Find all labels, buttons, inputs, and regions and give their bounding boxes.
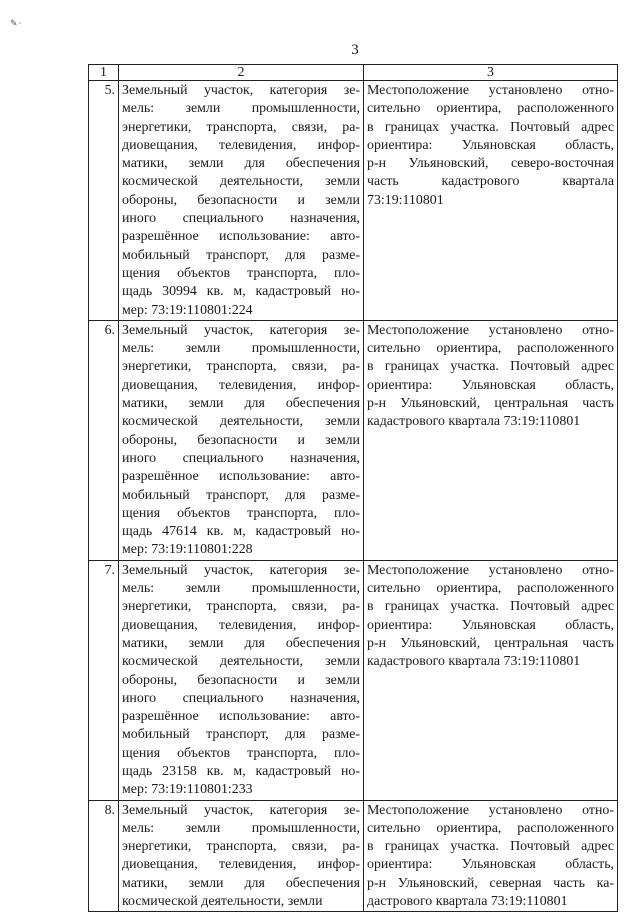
text-line: разрешённое использование: авто- — [122, 709, 360, 725]
text-line: мер: 73:19:110801:224 — [122, 302, 253, 318]
text-line: Местоположение установлено отно- — [367, 322, 614, 338]
text-line: ориентира: Ульяновская область, — [367, 377, 614, 393]
table-row — [89, 800, 618, 912]
column-header-description: 2 — [119, 65, 364, 81]
text-line: энергетики, транспорта, связи, ра- — [122, 599, 360, 615]
text-line: космической деятельности, земли — [122, 654, 360, 670]
text-line: щадь 23158 кв. м, кадастровый но- — [122, 763, 360, 779]
text-line: мель: земли промышленности, — [122, 581, 360, 597]
text-line: р-н Ульяновский, северная часть ка- — [367, 875, 614, 891]
text-line: Земельный участок, категория зе- — [122, 322, 360, 338]
text-line: разрешённое использование: авто- — [122, 469, 360, 485]
text-line: обороны, безопасности и земли — [122, 432, 360, 448]
table-row — [89, 81, 618, 321]
plot-description — [119, 560, 364, 800]
text-line: диовещания, телевидения, инфор- — [122, 617, 360, 633]
text-line: щения объектов транспорта, пло- — [122, 265, 360, 281]
text-line: мер: 73:19:110801:228 — [122, 542, 253, 558]
text-line: Местоположение установлено отно- — [367, 802, 614, 818]
text-line: часть кадастрового квартала — [367, 174, 614, 190]
text-line: Земельный участок, категория зе- — [122, 562, 360, 578]
text-line: Местоположение установлено отно- — [367, 83, 614, 98]
text-line: 73:19:110801 — [367, 192, 444, 208]
text-line: матики, земли для обеспечения — [122, 156, 360, 172]
column-header-location: 3 — [364, 65, 618, 81]
text-line: щадь 47614 кв. м, кадастровый но- — [122, 524, 360, 540]
plot-location — [364, 800, 618, 912]
row-number: 6. — [89, 320, 119, 560]
text-line: мель: земли промышленности, — [122, 820, 360, 836]
text-line: сительно ориентира, расположенного — [367, 581, 614, 597]
text-line: Земельный участок, категория зе- — [122, 802, 360, 818]
text-line: диовещания, телевидения, инфор- — [122, 857, 360, 873]
text-line: энергетики, транспорта, связи, ра- — [122, 359, 360, 375]
text-line: энергетики, транспорта, связи, ра- — [122, 839, 360, 855]
text-line: диовещания, телевидения, инфор- — [122, 137, 360, 153]
table-header-row — [89, 65, 618, 81]
text-line: мель: земли промышленности, — [122, 101, 360, 117]
text-line: щадь 30994 кв. м, кадастровый но- — [122, 284, 360, 300]
table-row — [89, 320, 618, 560]
page-number: 3 — [351, 42, 359, 58]
land-plots-table — [88, 64, 618, 912]
text-line: Местоположение установлено отно- — [367, 562, 614, 578]
text-line: ориентира: Ульяновская область, — [367, 857, 614, 873]
text-line: космической деятельности, земли — [122, 174, 360, 190]
text-line: мобильный транспорт, для разме- — [122, 247, 360, 263]
column-header-number: 1 — [89, 65, 119, 81]
scan-corner-mark: ✎· — [10, 18, 23, 28]
text-line: р-н Ульяновский, северо-восточная — [367, 156, 614, 172]
text-line: матики, земли для обеспечения — [122, 635, 360, 651]
text-line: мер: 73:19:110801:233 — [122, 782, 253, 798]
text-line: матики, земли для обеспечения — [122, 875, 360, 891]
table-row — [89, 560, 618, 800]
text-line: щения объектов транспорта, пло- — [122, 745, 360, 761]
text-line: диовещания, телевидения, инфор- — [122, 377, 360, 393]
text-line: мель: земли промышленности, — [122, 341, 360, 357]
text-line: обороны, безопасности и земли — [122, 192, 360, 208]
text-line: кадастрового квартала 73:19:110801 — [367, 414, 581, 430]
text-line: ориентира: Ульяновская область, — [367, 137, 614, 153]
text-line: матики, земли для обеспечения — [122, 396, 360, 412]
text-line: в границах участка. Почтовый адрес — [367, 599, 614, 615]
text-line: космической деятельности, земли — [122, 414, 360, 430]
text-line: Земельный участок, категория зе- — [122, 83, 360, 98]
text-line: сительно ориентира, расположенного — [367, 820, 614, 836]
text-line: р-н Ульяновский, центральная часть — [367, 635, 614, 651]
text-line: щения объектов транспорта, пло- — [122, 505, 360, 521]
text-line: ориентира: Ульяновская область, — [367, 617, 614, 633]
row-number: 7. — [89, 560, 119, 800]
text-line: в границах участка. Почтовый адрес — [367, 359, 614, 375]
text-line: в границах участка. Почтовый адрес — [367, 839, 614, 855]
plot-description — [119, 320, 364, 560]
plot-description — [119, 800, 364, 912]
text-line: мобильный транспорт, для разме- — [122, 487, 360, 503]
plot-location — [364, 560, 618, 800]
text-line: разрешённое использование: авто- — [122, 229, 360, 245]
row-number: 5. — [89, 81, 119, 321]
text-line: иного специального назначения, — [122, 450, 360, 466]
text-line: обороны, безопасности и земли — [122, 672, 360, 688]
text-line: сительно ориентира, расположенного — [367, 341, 614, 357]
text-line: мобильный транспорт, для разме- — [122, 727, 360, 743]
text-line: космической деятельности, земли — [122, 894, 323, 910]
text-line: дастрового квартала 73:19:110801 — [367, 894, 568, 910]
plot-location — [364, 320, 618, 560]
text-line: иного специального назначения, — [122, 211, 360, 227]
plot-description — [119, 81, 364, 321]
text-line: энергетики, транспорта, связи, ра- — [122, 119, 360, 135]
plot-location — [364, 81, 618, 321]
text-line: сительно ориентира, расположенного — [367, 101, 614, 117]
text-line: р-н Ульяновский, центральная часть — [367, 396, 614, 412]
text-line: кадастрового квартала 73:19:110801 — [367, 654, 581, 670]
row-number: 8. — [89, 800, 119, 912]
text-line: в границах участка. Почтовый адрес — [367, 119, 614, 135]
text-line: иного специального назначения, — [122, 690, 360, 706]
